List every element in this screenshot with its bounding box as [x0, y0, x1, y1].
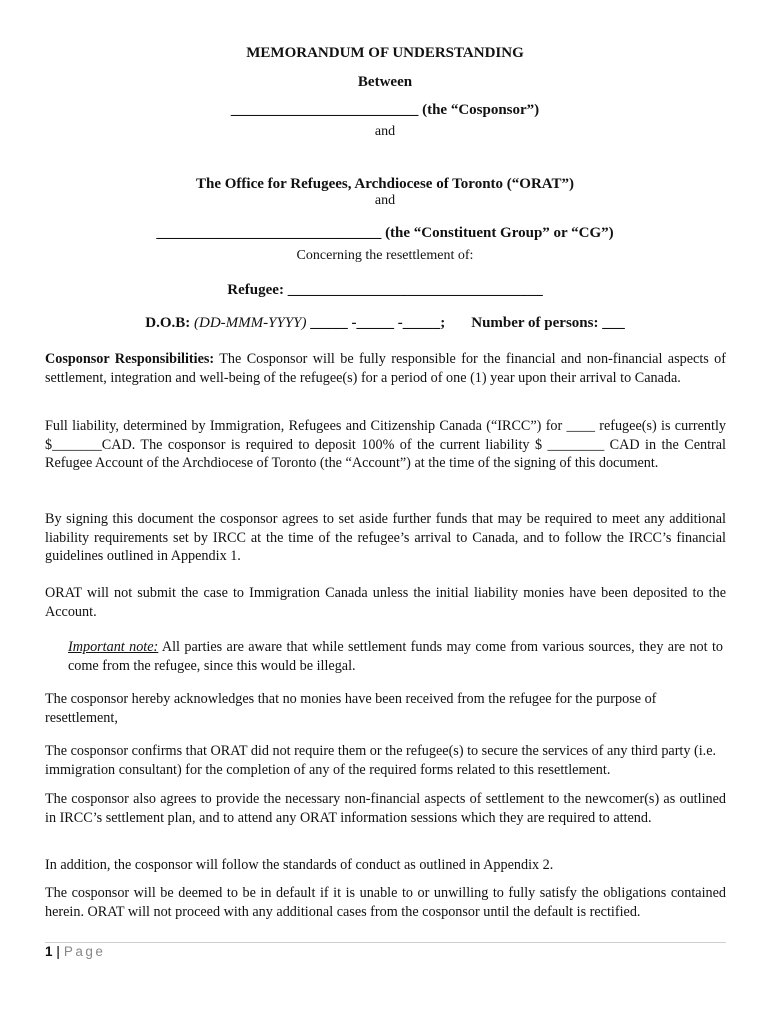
cosponsor-responsibilities-heading: Cosponsor Responsibilities:	[45, 351, 215, 367]
document-title: MEMORANDUM OF UNDERSTANDING	[246, 45, 524, 61]
refugee-label: Refugee:	[227, 282, 284, 298]
liability-paragraph: Full liability, determined by Immigration, Refugees and Citizenship Canada (“IRCC”) for ____ refugee(s) is currently $_______CAD. The cosponsor is required to deposit 100% of the current liability $ ________ CAD in the Central Refugee Account of the Archdiocese of Toronto (the “Account”) at the time of the signing of this document.	[45, 418, 726, 471]
page-footer	[45, 944, 105, 959]
acknowledgement-paragraph: The cosponsor hereby acknowledges that no monies have been received from the refugee for the purpose of resettlement,	[45, 691, 657, 726]
dob-line	[0, 315, 770, 332]
non-financial-paragraph: The cosponsor also agrees to provide the necessary non-financial aspects of settlement to the newcomer(s) as outlined in IRCC’s settlement plan, and to attend any ORAT information sessions which they are required to attend.	[45, 791, 726, 826]
between-label: Between	[357, 74, 413, 90]
cosponsor-responsibilities-paragraph	[45, 350, 726, 387]
footer-divider	[45, 942, 726, 943]
constituent-group-line: ______________________________ (the “Constituent Group” or “CG”)	[156, 225, 614, 241]
default-paragraph: The cosponsor will be deemed to be in default if it is unable to or unwilling to fully satisfy the obligations contained herein. ORAT will not proceed with any additional cases from the cosponsor until the default is rectified.	[45, 885, 726, 920]
third-party-paragraph: The cosponsor confirms that ORAT did not require them or the refugee(s) to secure the services of any third party (i.e. immigration consultant) for the completion of any of the required forms related to this resettlement.	[45, 743, 717, 778]
persons-label: Number of persons:	[471, 315, 599, 331]
cosponsor-responsibilities-text: The Cosponsor will be fully responsible for the financial and non-financial aspects of settlement, integration and well-being of the refugee(s) for a period of one (1) year upon their arrival to Canada.	[45, 351, 726, 386]
refugee-blank: __________________________________	[283, 282, 543, 298]
dob-blanks: _____ -_____ -_____;	[306, 315, 446, 331]
standards-paragraph: In addition, the cosponsor will follow the standards of conduct as outlined in Appendix 2.	[45, 857, 554, 873]
dob-label: D.O.B:	[145, 315, 191, 331]
page-label: Page	[63, 944, 106, 959]
important-note-paragraph	[68, 638, 723, 675]
further-funds-paragraph: By signing this document the cosponsor agrees to set aside further funds that may be required to meet any additional liability requirements set by IRCC at the time of the refugee’s arrival to Canada, and to follow the IRCC’s financial guidelines outlined in Appendix 1.	[45, 511, 726, 564]
cosponsor-line: _________________________ (the “Cosponsor”)	[230, 102, 540, 118]
concerning-label: Concerning the resettlement of:	[296, 248, 474, 263]
and-label-1: and	[374, 124, 396, 139]
page-number: 1	[45, 944, 53, 959]
footer-separator: |	[56, 944, 61, 959]
refugee-line	[0, 282, 770, 299]
important-note-label: Important note:	[68, 639, 159, 655]
persons-blank: ___	[598, 315, 625, 331]
submission-paragraph: ORAT will not submit the case to Immigration Canada unless the initial liability monies have been deposited to the Account.	[45, 585, 726, 620]
and-label-2: and	[374, 193, 396, 208]
dob-format: (DD-MMM-YYYY)	[194, 315, 307, 331]
important-note-text: All parties are aware that while settlement funds may come from various sources, they are not to come from the refugee, since this would be illegal.	[68, 639, 723, 674]
orat-line: The Office for Refugees, Archdiocese of Toronto (“ORAT”)	[195, 176, 574, 192]
